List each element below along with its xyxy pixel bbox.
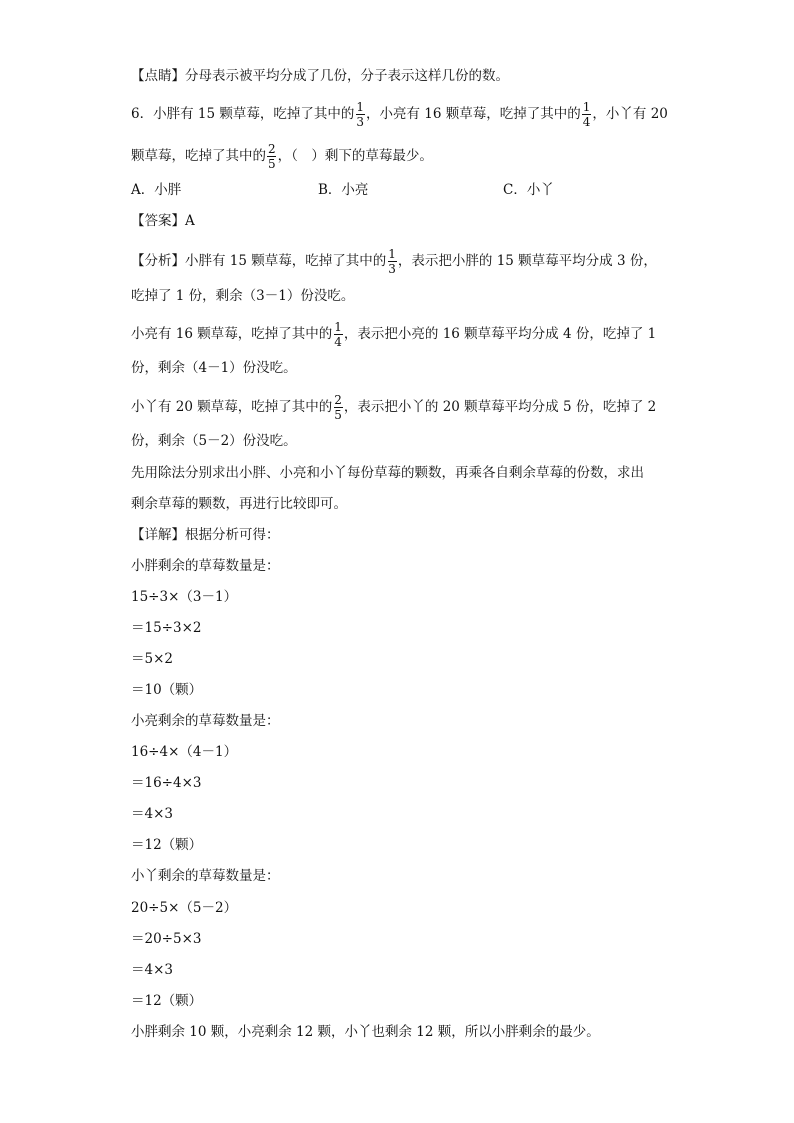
fraction-one-fourth: $\frac{1}{4}$ (582, 100, 591, 129)
calc-line: ＝12（颗） (131, 993, 203, 1009)
dianjing-tag: 【点睛】 (131, 68, 185, 84)
calc-line: ＝10（颗） (131, 682, 203, 698)
calc-line: ＝16÷4×3 (131, 775, 202, 791)
fraction-two-fifths: $\frac{2}{5}$ (334, 393, 342, 422)
calc-line: 小丫剩余的草莓数量是： (131, 868, 280, 884)
question-text: ，小丫有 20 (592, 106, 668, 122)
analysis-line-8: 剩余草莓的颗数，再进行比较即可。 (131, 496, 347, 512)
dianjing-text: 分母表示被平均分成了几份，分子表示这样几份的数。 (185, 68, 509, 84)
analysis-line-5: 小丫有 20 颗草莓，吃掉了其中的 $\frac{2}{5}$ ，表示把小丫的 20 颗草莓平均分成 5 份，吃掉了 2 (131, 393, 657, 422)
option-c: C．小丫 (503, 182, 554, 198)
calc-line: ＝5×2 (131, 651, 173, 667)
calc-line: 15÷3×（3－1） (131, 589, 238, 605)
question-text: 6．小胖有 15 颗草莓，吃掉了其中的 (131, 106, 355, 122)
calc-line: 小胖剩余的草莓数量是： (131, 558, 280, 574)
calc-line: ＝15÷3×2 (131, 620, 202, 636)
fraction-one-third: $\frac{1}{3}$ (356, 100, 364, 129)
question-line-1 (131, 101, 668, 128)
question-line-2 (131, 143, 433, 170)
calc-line: ＝4×3 (131, 806, 173, 822)
analysis-tag: 【分析】 (131, 253, 185, 269)
calc-line: ＝20÷5×3 (131, 931, 202, 947)
analysis-line-4: 份，剩余（4－1）份没吃。 (131, 360, 297, 376)
analysis-line-2: 吃掉了 1 份，剩余（3－1）份没吃。 (131, 288, 355, 304)
fraction-one-fourth: $\frac{1}{4}$ (334, 320, 342, 349)
calc-line: 小亮剩余的草莓数量是： (131, 713, 280, 729)
option-a: A．小胖 (131, 182, 182, 198)
calc-line: 20÷5×（5－2） (131, 900, 238, 916)
analysis-line-6: 份，剩余（5－2）份没吃。 (131, 433, 297, 449)
calc-line: 16÷4×（4－1） (131, 744, 238, 760)
answer-tag: 【答案】 (131, 213, 185, 229)
calc-line: ＝4×3 (131, 962, 173, 978)
analysis-line-1: 【分析】小胖有 15 颗草莓，吃掉了其中的 $\frac{1}{3}$ ，表示把小胖的 15 颗草莓平均分成 3 份， (131, 247, 657, 276)
analysis-line-7: 先用除法分别求出小胖、小亮和小丫每份草莓的颗数，再乘各自剩余草莓的份数，求出 (131, 465, 644, 481)
fraction-two-fifths: $\frac{2}{5}$ (268, 142, 276, 171)
fraction-one-third: $\frac{1}{3}$ (388, 247, 396, 276)
question-text: ，小亮有 16 颗草莓，吃掉了其中的 (366, 106, 581, 122)
question-text: ，（ ）剩下的草莓最少。 (277, 148, 433, 164)
answer-line (131, 211, 195, 231)
detail-line: 【详解】根据分析可得： (131, 527, 280, 543)
option-b: B．小亮 (318, 182, 369, 198)
analysis-line-3: 小亮有 16 颗草莓，吃掉了其中的 $\frac{1}{4}$ ，表示把小亮的 16 颗草莓平均分成 4 份，吃掉了 1 (131, 320, 657, 349)
detail-tag: 【详解】 (131, 527, 185, 543)
answer-value: A (185, 213, 195, 229)
conclusion-line: 小胖剩余 10 颗，小亮剩余 12 颗，小丫也剩余 12 颗，所以小胖剩余的最少。 (131, 1024, 600, 1040)
dianjing-line (131, 66, 509, 86)
question-text: 颗草莓，吃掉了其中的 (131, 148, 266, 164)
calc-line: ＝12（颗） (131, 837, 203, 853)
